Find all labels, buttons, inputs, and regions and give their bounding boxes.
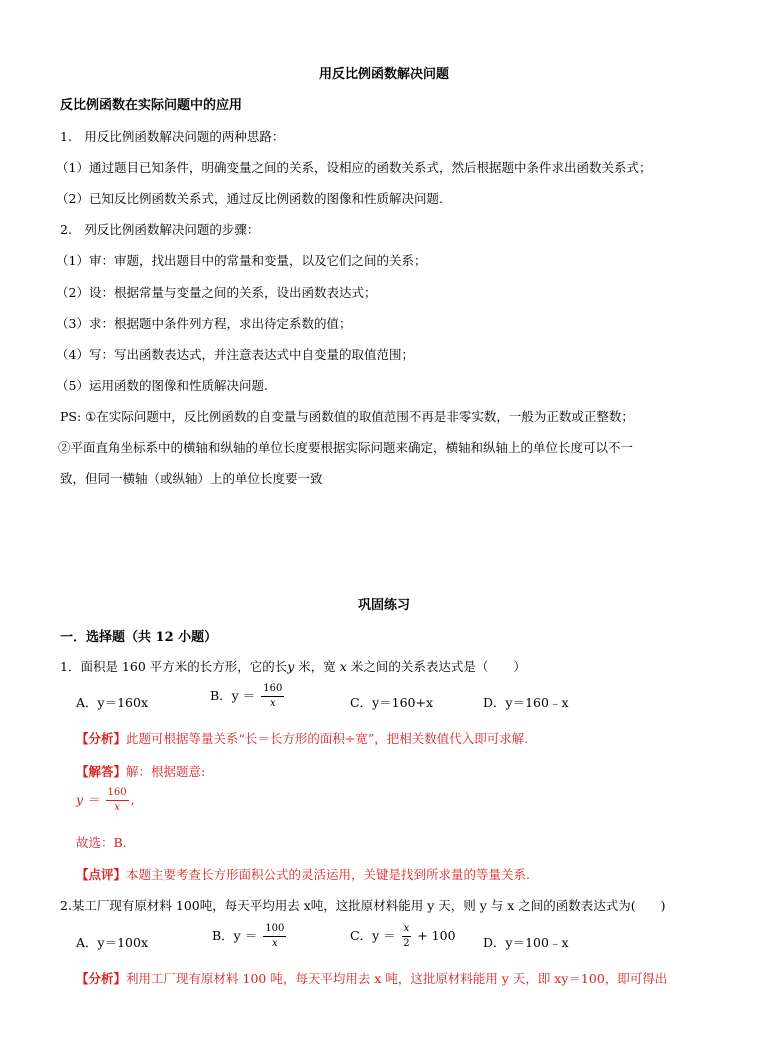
fraction: $\frac{160}{x}$ <box>107 787 127 813</box>
q2-option-d: D．y＝100﹣x <box>483 935 569 950</box>
practice-title: 巩固练习 <box>357 598 410 613</box>
q2-option-b: B．y ＝ $\frac{100}{x}$ <box>212 923 285 949</box>
q1-option-d: D．y＝160﹣x <box>483 695 569 710</box>
q2-option-a: A．y＝100x <box>76 935 148 950</box>
intro-line-4: 2. 列反比例函数解决问题的步骤： <box>60 222 260 237</box>
part-heading: 一．选择题（共 12 小题） <box>60 630 218 645</box>
question-1-stem: 1．面积是 160 平方米的长方形，它的长y 米，宽 x 米之间的关系表达式是（ ） <box>60 659 526 674</box>
q2-option-c: C．y ＝ $\frac{x}{2}$ + 100 <box>350 923 456 949</box>
q1-option-a: A．y＝160x <box>76 695 148 710</box>
q1-option-b: B．y ＝ $\frac{160}{x}$ <box>210 683 283 709</box>
q1-analysis: 【分析】此题可根据等量关系“长＝长方形的面积÷宽”，把相关数值代入即可求解. <box>76 731 529 746</box>
q1-choice: 故选：B. <box>76 835 127 850</box>
section-heading: 反比例函数在实际问题中的应用 <box>60 98 243 113</box>
page-title: 用反比例函数解决问题 <box>318 67 449 82</box>
ps-line-3: 致，但同一横轴（或纵轴）上的单位长度要一致 <box>60 471 323 486</box>
q2-analysis: 【分析】利用工厂现有原材料 100 吨，每天平均用去 x 吨，这批原材料能用 y 天，即 xy＝100，即可得出 <box>76 971 668 986</box>
intro-line-6: （2）设：根据常量与变量之间的关系，设出函数表达式； <box>56 285 377 300</box>
q1-equation: y ＝ $\frac{160}{x}$ , <box>76 787 135 813</box>
intro-line-5: （1）审：审题，找出题目中的常量和变量，以及它们之间的关系； <box>56 253 427 268</box>
q1-solution: 【解答】解：根据题意: <box>76 764 206 779</box>
fraction: $\frac{x}{2}$ <box>403 923 410 949</box>
intro-line-9: （5）运用函数的图像和性质解决问题. <box>56 378 268 393</box>
ps-line-1: PS: ①在实际问题中，反比例函数的自变量与函数值的取值范围不再是非零实数，一般为正数或正整数； <box>60 409 634 424</box>
intro-line-3: （2）已知反比例函数关系式，通过反比例函数的图像和性质解决问题. <box>56 191 443 206</box>
q1-option-c: C．y＝160+x <box>350 695 434 710</box>
intro-line-2: （1）通过题目已知条件，明确变量之间的关系，设相应的函数关系式，然后根据题中条件求出函数关系式； <box>56 160 652 175</box>
intro-line-1: 1. 用反比例函数解决问题的两种思路： <box>60 129 285 144</box>
fraction: $\frac{160}{x}$ <box>263 683 283 709</box>
question-2-stem: 2.某工厂现有原材料 100吨，每天平均用去 x吨，这批原材料能用 y 天，则 y 与 x 之间的函数表达式为( ) <box>60 898 666 913</box>
q1-comment: 【点评】本题主要考查长方形面积公式的灵活运用，关键是找到所求量的等量关系. <box>76 867 530 882</box>
fraction: $\frac{100}{x}$ <box>265 923 285 949</box>
ps-line-2: ②平面直角坐标系中的横轴和纵轴的单位长度要根据实际问题来确定，横轴和纵轴上的单位长度可以不一 <box>58 440 634 455</box>
intro-line-8: （4）写：写出函数表达式，并注意表达式中自变量的取值范围； <box>56 347 414 362</box>
intro-line-7: （3）求：根据题中条件列方程，求出待定系数的值； <box>56 316 352 331</box>
